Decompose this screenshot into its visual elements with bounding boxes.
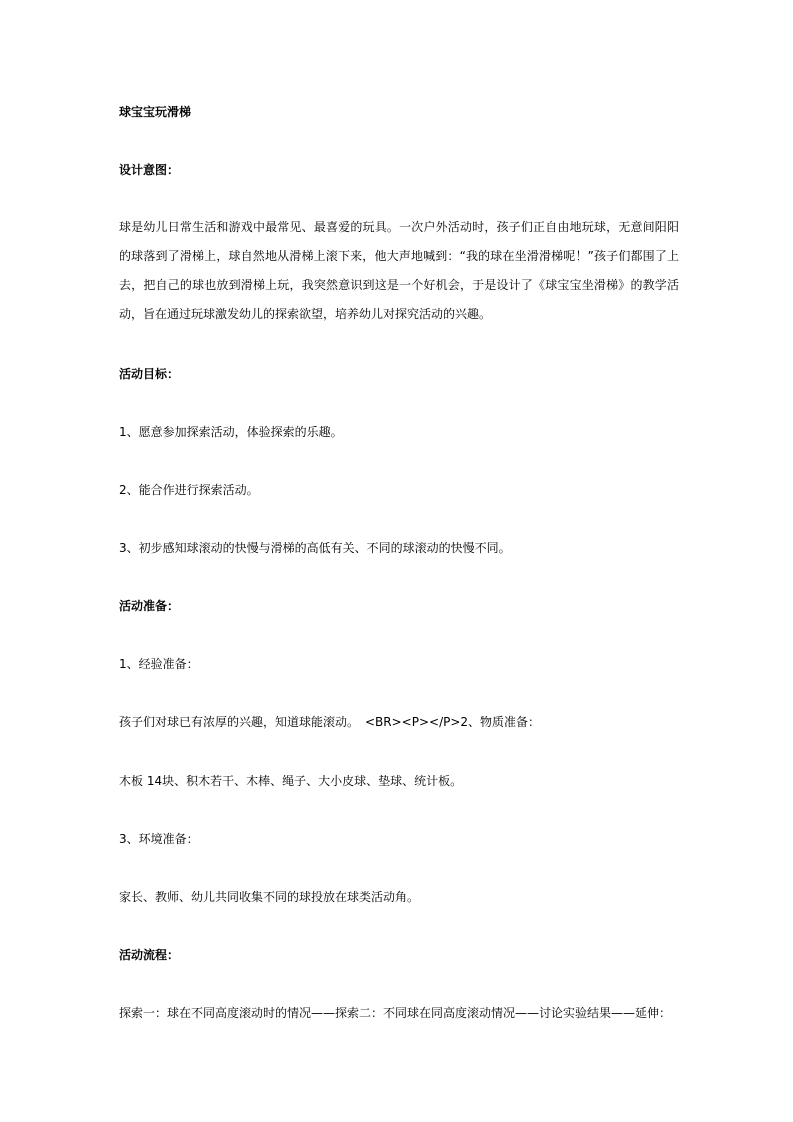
goal-item-3: 3、初步感知球滚动的快慢与滑梯的高低有关、不同的球滚动的快慢不同。 <box>119 541 511 555</box>
design-intent-paragraph: 球是幼儿日常生活和游戏中最常见、最喜爱的玩具。一次户外活动时，孩子们正自由地玩球，无意间阳阳的球落到了滑梯上，球自然地从滑梯上滚下来，他大声地喊到：“我的球在坐滑滑梯呢！”孩子们都围了上去，把自己的球也放到滑梯上玩，我突然意识到这是一个好机会，于是设计了《球宝宝坐滑梯》的教学活动，旨在通过玩球激发幼儿的探索欲望，培养幼儿对探究活动的兴趣。 <box>119 220 679 321</box>
document-title: 球宝宝玩滑梯 <box>119 105 192 119</box>
prep-experience-text: 孩子们对球已有浓厚的兴趣，知道球能滚动。 <BR><P></P>2、物质准备： <box>119 715 541 729</box>
prep-experience-label: 1、经验准备： <box>119 657 199 671</box>
prep-environment-label: 3、环境准备： <box>119 832 199 846</box>
goals-heading: 活动目标： <box>119 367 180 381</box>
prep-materials-text: 木板 14块、积木若干、木棒、绳子、大小皮球、垫球、统计板。 <box>119 774 463 788</box>
process-heading: 活动流程： <box>119 948 180 962</box>
goal-item-2: 2、能合作进行探索活动。 <box>119 483 259 497</box>
design-intent-heading: 设计意图： <box>119 163 180 177</box>
prep-environment-text: 家长、教师、幼儿共同收集不同的球投放在球类活动角。 <box>119 890 420 904</box>
preparation-heading: 活动准备： <box>119 599 180 613</box>
process-text: 探索一：球在不同高度滚动时的情况——探索二：不同球在同高度滚动情况——讨论实验结果——延伸： <box>119 1006 672 1020</box>
goal-item-1: 1、愿意参加探索活动，体验探索的乐趣。 <box>119 425 343 439</box>
